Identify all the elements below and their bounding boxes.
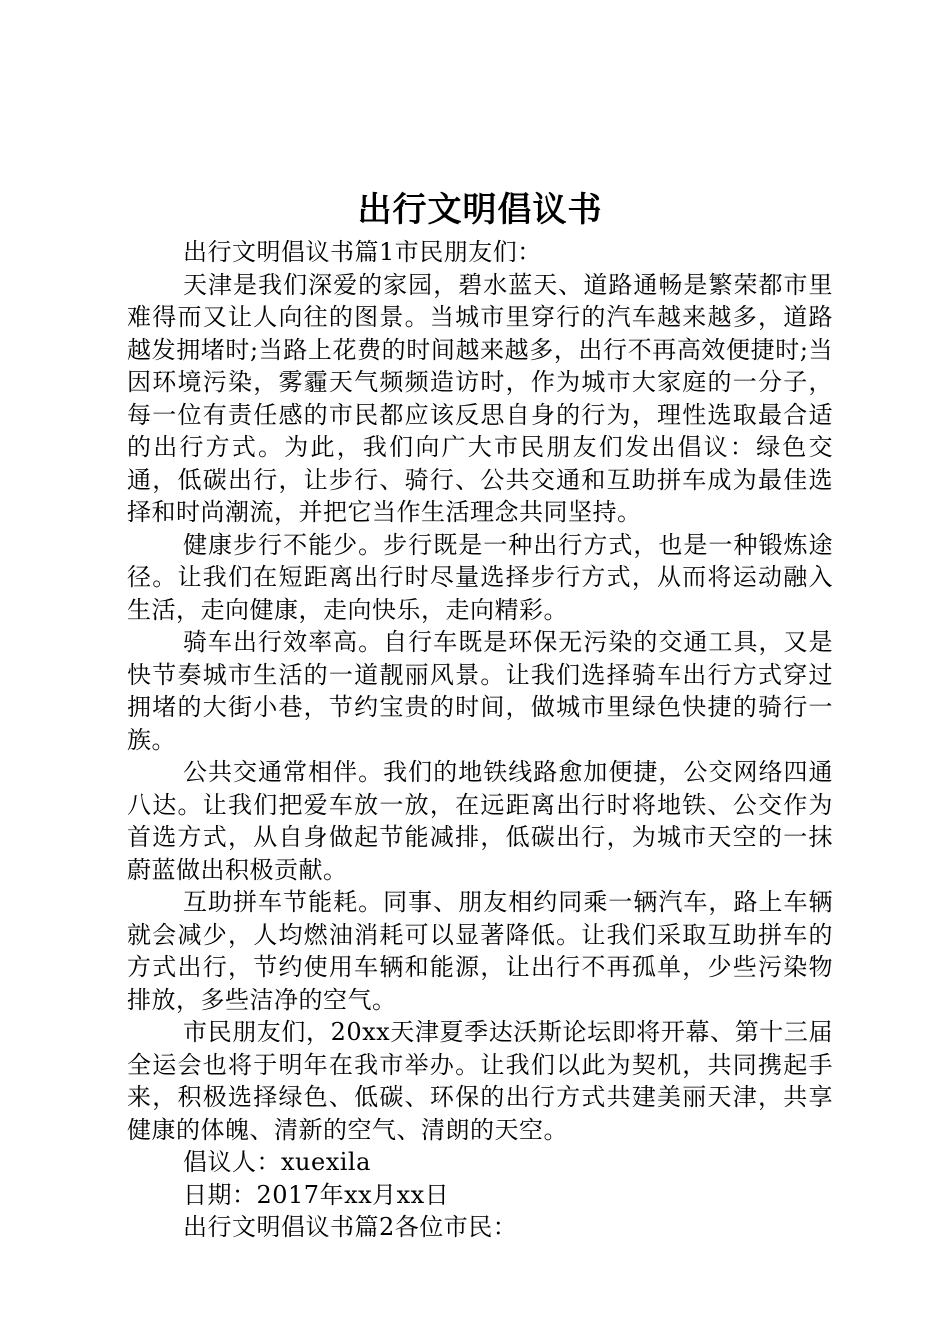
- section-heading-2: 出行文明倡议书篇2各位市民：: [183, 1213, 518, 1241]
- public-transit-paragraph: 公共交通常相伴。我们的地铁线路愈加便捷，公交网络四通八达。让我们把爱车放一放，在远距离出行时将地铁、公交作为首选方式，从自身做起节能减排，低碳出行，为城市天空的一抹蔚蓝做出积极贡献。: [127, 758, 833, 884]
- intro-paragraph: 天津是我们深爱的家园，碧水蓝天、道路通畅是繁荣都市里难得而又让人向往的图景。当城市里穿行的汽车越来越多，道路越发拥堵时;当路上花费的时间越来越多，出行不再高效便捷时;当因环境污染，雾霾天气频频造访时，作为城市大家庭的一分子，每一位有责任感的市民都应该反思自身的行为，理性选取最合适的出行方式。为此，我们向广大市民朋友们发出倡议：绿色交通，低碳出行，让步行、骑行、公共交通和互助拼车成为最佳选择和时尚潮流，并把它当作生活理念共同坚持。: [127, 270, 833, 526]
- walking-paragraph: 健康步行不能少。步行既是一种出行方式，也是一种锻炼途径。让我们在短距离出行时尽量选择步行方式，从而将运动融入生活，走向健康，走向快乐，走向精彩。: [127, 530, 833, 624]
- initiator-line: 倡议人：xuexila: [183, 1148, 371, 1176]
- closing-paragraph: 市民朋友们，20xx天津夏季达沃斯论坛即将开幕、第十三届全运会也将于明年在我市举办。让我们以此为契机，共同携起手来，积极选择绿色、低碳、环保的出行方式共建美丽天津，共享健康的体魄、清新的空气、清朗的天空。: [127, 1018, 833, 1144]
- cycling-paragraph: 骑车出行效率高。自行车既是环保无污染的交通工具，又是快节奏城市生活的一道靓丽风景。让我们选择骑车出行方式穿过拥堵的大街小巷，节约宝贵的时间，做城市里绿色快捷的骑行一族。: [127, 628, 833, 754]
- document-page: [127, 180, 833, 1244]
- carpool-paragraph: 互助拼车节能耗。同事、朋友相约同乘一辆汽车，路上车辆就会减少，人均燃油消耗可以显著降低。让我们采取互助拼车的方式出行，节约使用车辆和能源，让出行不再孤单，少些污染物排放，多些洁净的空气。: [127, 888, 833, 1014]
- document-title: 出行文明倡议书: [357, 190, 603, 230]
- date-line: 日期：2017年xx月xx日: [183, 1180, 450, 1209]
- section-heading-1: 出行文明倡议书篇1市民朋友们：: [183, 238, 542, 266]
